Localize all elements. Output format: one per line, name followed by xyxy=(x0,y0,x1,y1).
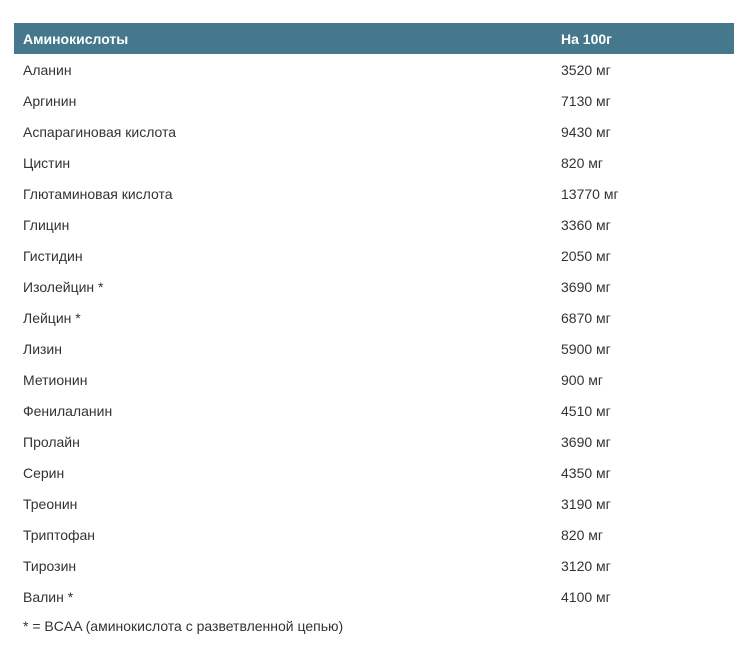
amino-acid-amount: 4350 мг xyxy=(561,464,611,481)
table-row xyxy=(14,333,734,364)
amino-acid-name: Аргинин xyxy=(23,92,77,109)
amino-acid-name: Тирозин xyxy=(23,557,77,574)
amino-acid-name: Фенилаланин xyxy=(23,402,113,419)
table-row xyxy=(14,581,734,612)
amino-acid-amount: 820 мг xyxy=(561,154,603,171)
amino-acid-amount: 2050 мг xyxy=(561,247,611,264)
amino-acid-amount: 13770 мг xyxy=(561,185,619,202)
amino-acid-name: Лейцин * xyxy=(23,309,81,326)
table-header xyxy=(14,23,734,54)
amino-acid-amount: 6870 мг xyxy=(561,309,611,326)
table-body xyxy=(14,54,734,612)
amino-acid-name: Метионин xyxy=(23,371,88,388)
amino-acid-amount: 3360 мг xyxy=(561,216,611,233)
amino-acid-amount: 3690 мг xyxy=(561,278,611,295)
column-header-amino-acids: Аминокислоты xyxy=(14,23,552,54)
table-row xyxy=(14,147,734,178)
bcaa-footnote: * = BCAA (аминокислота с разветвленной цепью) xyxy=(23,618,344,634)
amino-acid-amount: 4100 мг xyxy=(561,588,611,605)
amino-acid-name: Серин xyxy=(23,464,65,481)
amino-acid-amount: 820 мг xyxy=(561,526,603,543)
table-row xyxy=(14,85,734,116)
amino-acid-name: Глицин xyxy=(23,216,70,233)
table-row xyxy=(14,54,734,85)
amino-acid-name: Гистидин xyxy=(23,247,83,264)
column-header-per-100g: На 100г xyxy=(552,23,734,54)
table-row xyxy=(14,116,734,147)
amino-acid-name: Аланин xyxy=(23,61,72,78)
amino-acid-name: Триптофан xyxy=(23,526,96,543)
amino-acid-amount: 7130 мг xyxy=(561,92,611,109)
table-row xyxy=(14,178,734,209)
amino-acid-amount: 5900 мг xyxy=(561,340,611,357)
table-row xyxy=(14,302,734,333)
amino-acid-amount: 3690 мг xyxy=(561,433,611,450)
amino-acid-name: Глютаминовая кислота xyxy=(23,185,173,202)
amino-acid-name: Цистин xyxy=(23,154,71,171)
table-header-row xyxy=(14,23,734,54)
table-row xyxy=(14,457,734,488)
amino-acid-amount: 3190 мг xyxy=(561,495,611,512)
amino-acid-name: Валин * xyxy=(23,588,74,605)
amino-acid-amount: 3520 мг xyxy=(561,61,611,78)
table-row xyxy=(14,395,734,426)
table-row xyxy=(14,488,734,519)
table-row xyxy=(14,426,734,457)
table-row xyxy=(14,209,734,240)
amino-acid-amount: 9430 мг xyxy=(561,123,611,140)
table-row xyxy=(14,550,734,581)
table-row xyxy=(14,271,734,302)
amino-acid-name: Лизин xyxy=(23,340,62,357)
table-row xyxy=(14,240,734,271)
amino-acid-name: Аспарагиновая кислота xyxy=(23,123,177,140)
amino-acid-name: Пролайн xyxy=(23,433,80,450)
amino-acid-amount: 4510 мг xyxy=(561,402,611,419)
amino-acids-table xyxy=(14,23,734,612)
amino-acid-amount: 3120 мг xyxy=(561,557,611,574)
amino-acid-amount: 900 мг xyxy=(561,371,603,388)
table-row xyxy=(14,364,734,395)
table-row xyxy=(14,519,734,550)
amino-acid-name: Треонин xyxy=(23,495,78,512)
amino-acid-name: Изолейцин * xyxy=(23,278,104,295)
